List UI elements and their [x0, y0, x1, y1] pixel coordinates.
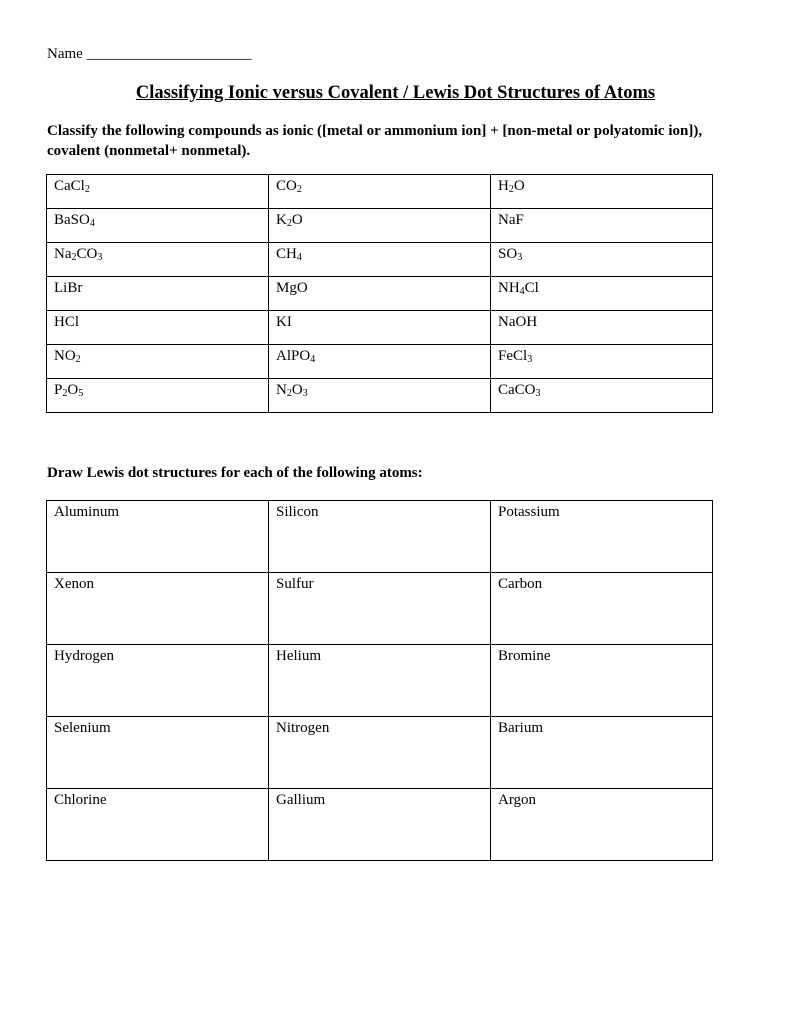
formula-text: FeCl	[498, 348, 528, 364]
formula-text: CaCl	[54, 178, 85, 194]
compound-cell[interactable]	[491, 243, 713, 277]
compound-row	[47, 175, 713, 209]
atom-cell[interactable]	[269, 573, 491, 645]
formula-text: Cl	[524, 280, 539, 296]
formula-text: SO	[498, 246, 518, 262]
compound-row	[47, 243, 713, 277]
atom-cell[interactable]	[269, 645, 491, 717]
compound-cell[interactable]	[47, 175, 269, 209]
atom-name: Sulfur	[276, 576, 314, 592]
formula-subscript: 2	[75, 354, 81, 365]
formula-subscript: 3	[97, 252, 103, 263]
atom-row	[47, 789, 713, 861]
compound-cell[interactable]	[269, 311, 491, 345]
compound-cell[interactable]	[47, 277, 269, 311]
compound-cell[interactable]	[269, 243, 491, 277]
compound-cell[interactable]	[269, 277, 491, 311]
compound-cell[interactable]	[47, 209, 269, 243]
compound-cell[interactable]	[491, 379, 713, 413]
atom-cell[interactable]	[47, 645, 269, 717]
formula-text: BaSO	[54, 212, 90, 228]
atom-cell[interactable]	[47, 501, 269, 573]
formula-subscript: 4	[296, 252, 302, 263]
page-title: Classifying Ionic versus Covalent / Lewis Dot Structures of Atoms	[135, 83, 656, 103]
atom-cell[interactable]	[269, 717, 491, 789]
formula-subscript: 2	[508, 184, 514, 195]
formula-text: NO	[54, 348, 76, 364]
formula-text: CO	[276, 178, 297, 194]
atom-name: Xenon	[54, 576, 94, 592]
formula-subscript: 3	[302, 388, 308, 399]
atom-name: Potassium	[498, 504, 560, 520]
compound-cell[interactable]	[47, 311, 269, 345]
formula-text: AlPO	[276, 348, 311, 364]
formula-subscript: 4	[519, 286, 525, 297]
atom-name: Gallium	[276, 792, 326, 808]
atom-name: Carbon	[498, 576, 543, 592]
formula-subscript: 2	[286, 388, 292, 399]
formula-text: CO	[76, 246, 98, 262]
atom-name: Chlorine	[54, 792, 107, 808]
classify-instructions: Classify the following compounds as ionic ([metal or ammonium ion] + [non-metal or polyatomic ion]), covalent (nonmetal+ nonmetal).	[47, 123, 703, 159]
formula-text: O	[291, 212, 303, 228]
formula-text: KI	[276, 314, 292, 330]
formula-text: O	[67, 382, 79, 398]
formula-subscript: 2	[71, 252, 77, 263]
compound-row	[47, 277, 713, 311]
compound-cell[interactable]	[491, 277, 713, 311]
atom-row	[47, 717, 713, 789]
compound-row	[47, 311, 713, 345]
formula-subscript: 3	[527, 354, 533, 365]
compound-cell[interactable]	[491, 175, 713, 209]
formula-text: MgO	[276, 280, 308, 296]
atom-name: Selenium	[54, 720, 111, 736]
formula-text: CH	[276, 246, 297, 262]
compound-cell[interactable]	[491, 345, 713, 379]
atom-name: Silicon	[276, 504, 319, 520]
atom-row	[47, 573, 713, 645]
formula-text: Na	[54, 246, 72, 262]
formula-subscript: 3	[535, 388, 541, 399]
compound-cell[interactable]	[47, 243, 269, 277]
name-blank[interactable]: ______________________	[86, 46, 252, 62]
formula-subscript: 5	[78, 388, 84, 399]
formula-text: HCl	[54, 314, 80, 330]
atom-cell[interactable]	[47, 717, 269, 789]
compound-row	[47, 379, 713, 413]
formula-text: N	[276, 382, 287, 398]
compound-cell[interactable]	[269, 175, 491, 209]
atom-name: Argon	[498, 792, 537, 808]
atom-cell[interactable]	[491, 573, 713, 645]
formula-subscript: 2	[84, 184, 90, 195]
formula-subscript: 2	[296, 184, 302, 195]
atom-cell[interactable]	[491, 501, 713, 573]
lewis-instructions: Draw Lewis dot structures for each of the following atoms:	[47, 465, 423, 481]
compound-cell[interactable]	[491, 209, 713, 243]
atom-row	[47, 645, 713, 717]
formula-text: P	[54, 382, 63, 398]
atom-cell[interactable]	[269, 501, 491, 573]
formula-subscript: 2	[286, 218, 292, 229]
formula-text: K	[276, 212, 287, 228]
name-field[interactable]	[47, 46, 252, 63]
formula-text: O	[291, 382, 303, 398]
formula-subscript: 3	[517, 252, 523, 263]
compound-cell[interactable]	[491, 311, 713, 345]
atoms-table	[46, 500, 713, 861]
atom-name: Bromine	[498, 648, 551, 664]
compound-row	[47, 209, 713, 243]
atom-cell[interactable]	[491, 717, 713, 789]
formula-text: NaOH	[498, 314, 538, 330]
formula-subscript: 2	[62, 388, 68, 399]
compounds-table	[46, 174, 713, 413]
formula-subscript: 4	[89, 218, 95, 229]
atom-name: Aluminum	[54, 504, 120, 520]
name-label: Name	[47, 46, 83, 62]
atom-cell[interactable]	[47, 573, 269, 645]
compound-cell[interactable]	[47, 379, 269, 413]
formula-text: H	[498, 178, 509, 194]
compound-row	[47, 345, 713, 379]
atom-cell[interactable]	[269, 789, 491, 861]
atom-name: Hydrogen	[54, 648, 114, 664]
atom-row	[47, 501, 713, 573]
compound-cell[interactable]	[269, 209, 491, 243]
atom-name: Barium	[498, 720, 543, 736]
formula-text: CaCO	[498, 382, 536, 398]
formula-text: NaF	[498, 212, 524, 228]
atom-cell[interactable]	[47, 789, 269, 861]
compound-cell[interactable]	[47, 345, 269, 379]
atom-cell[interactable]	[491, 789, 713, 861]
formula-text: O	[513, 178, 525, 194]
compound-cell[interactable]	[269, 379, 491, 413]
atom-cell[interactable]	[491, 645, 713, 717]
formula-subscript: 4	[310, 354, 316, 365]
atom-name: Nitrogen	[276, 720, 330, 736]
compound-cell[interactable]	[269, 345, 491, 379]
formula-text: NH	[498, 280, 520, 296]
formula-text: LiBr	[54, 280, 83, 296]
atom-name: Helium	[276, 648, 321, 664]
